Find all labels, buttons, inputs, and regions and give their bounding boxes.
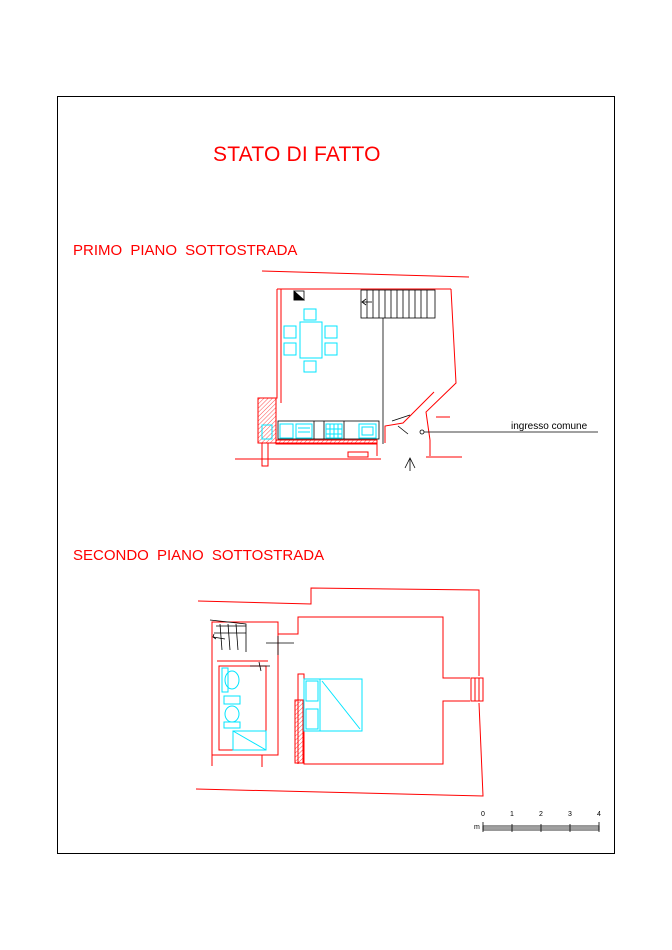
drawing-title: STATO DI FATTO xyxy=(213,143,381,166)
scale-tick-label: 4 xyxy=(597,811,601,818)
furniture-bedroom xyxy=(304,679,362,731)
furniture-kitchen xyxy=(262,424,376,439)
furniture-dining-set xyxy=(284,309,337,372)
entrance-label: ingresso comune xyxy=(511,421,588,432)
scale-tick-label: 3 xyxy=(568,811,572,818)
scale-tick-label: 0 xyxy=(481,811,485,818)
floor-label-first: PRIMO PIANO SOTTOSTRADA xyxy=(73,242,298,259)
floor-label-second: SECONDO PIANO SOTTOSTRADA xyxy=(73,547,325,564)
plan-second-basement-lines xyxy=(210,620,294,671)
scale-bar xyxy=(483,822,599,832)
scale-tick-label: 1 xyxy=(510,811,514,818)
scale-tick-label: 2 xyxy=(539,811,543,818)
furniture-bathroom xyxy=(222,668,266,750)
plan-first-basement xyxy=(235,271,469,466)
scale-unit-label: m xyxy=(474,824,480,831)
plan-second-basement xyxy=(196,588,483,796)
